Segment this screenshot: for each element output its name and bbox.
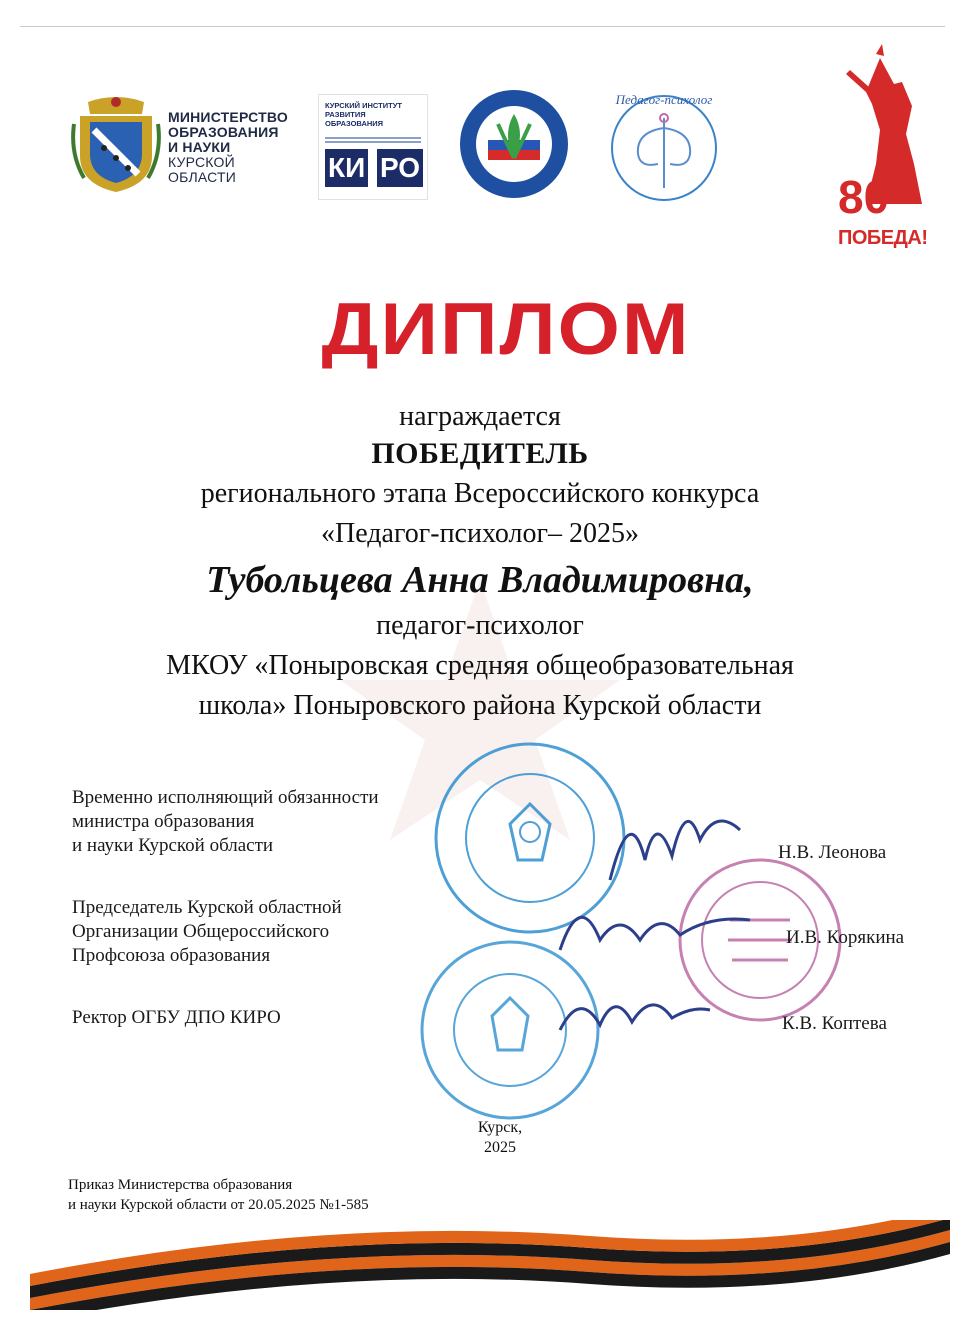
profsoyuz-emblem-icon (458, 88, 570, 200)
kiro-word-left: КИ (325, 149, 368, 187)
order-line-1: Приказ Министерства образования (68, 1177, 293, 1193)
recipient-name: Тубольцева Анна Владимировна, (206, 559, 754, 601)
ministry-logo (70, 94, 305, 194)
order-reference (68, 1175, 369, 1215)
signatory-name-2: И.В. Корякина (786, 927, 905, 948)
st-george-ribbon (30, 1220, 950, 1310)
awarded-text: награждается (399, 401, 561, 432)
kiro-word-right: РО (377, 149, 423, 187)
recipient-position: педагог-психолог (376, 610, 584, 641)
signatory-role-line: и науки Курской области (72, 835, 274, 856)
ministry-logo-line: ОБРАЗОВАНИЯ (168, 124, 279, 140)
signatory-role-1 (72, 786, 379, 858)
signatory-role-3 (72, 1006, 281, 1030)
stage-text: регионального этапа Всероссийского конкурса (200, 478, 760, 509)
victory-number: 80 (838, 171, 890, 223)
ministry-logo-line: МИНИСТЕРСТВО (168, 109, 288, 125)
psych-logo (606, 88, 722, 204)
signatory-role-line: Организации Общероссийского (72, 921, 330, 942)
school-line-1: МКОУ «Поныровская средняя общеобразовательная (166, 650, 794, 681)
kiro-pattern-icon (325, 135, 421, 145)
school-line-2: школа» Поныровского района Курской области (198, 690, 762, 721)
winner-text: ПОБЕДИТЕЛЬ (371, 437, 589, 470)
victory-word: ПОБЕДА! (838, 227, 928, 249)
signatory-role-line: Ректор ОГБУ ДПО КИРО (72, 1007, 281, 1028)
signatory-role-line: Профсоюза образования (72, 945, 271, 966)
diploma-title-text: ДИПЛОМ (321, 287, 691, 370)
kiro-logo-caption: КУРСКИЙ ИНСТИТУТ РАЗВИТИЯ ОБРАЗОВАНИЯ (325, 101, 402, 128)
kiro-logo-word (325, 149, 421, 187)
ministry-stamp (436, 744, 624, 932)
victory-80-logo (836, 44, 946, 262)
top-border-line (20, 26, 945, 27)
signatory-role-line: министра образования (72, 811, 255, 832)
kiro-logo (318, 94, 428, 200)
signatory-name-3: К.В. Коптева (782, 1013, 887, 1034)
signatory-name-1: Н.В. Леонова (778, 842, 887, 863)
year-text: 2025 (484, 1139, 516, 1156)
kiro-stamp (422, 942, 598, 1118)
signature-koryakina (560, 917, 750, 950)
order-line-2: и науки Курской области от 20.05.2025 №1-585 (68, 1197, 369, 1213)
ministry-logo-line: И НАУКИ (168, 139, 231, 155)
city-text: Курск, (477, 1119, 523, 1136)
signatory-role-line: Председатель Курской областной (72, 897, 342, 918)
psych-logo-script: Педагог-психолог (615, 92, 713, 107)
signatory-role-line: Временно исполняющий обязанности (72, 787, 379, 808)
ministry-logo-line: ОБЛАСТИ (168, 169, 236, 185)
signature-kopteva (560, 1005, 710, 1030)
issue-place (440, 1118, 560, 1158)
stamps-and-signatures (410, 740, 850, 1120)
diploma-title (296, 287, 716, 370)
signatory-role-2 (72, 896, 342, 968)
kursk-coat-of-arms-icon (70, 94, 162, 194)
contest-text: «Педагог-психолог– 2025» (321, 518, 639, 549)
ministry-logo-line: КУРСКОЙ (168, 154, 235, 170)
